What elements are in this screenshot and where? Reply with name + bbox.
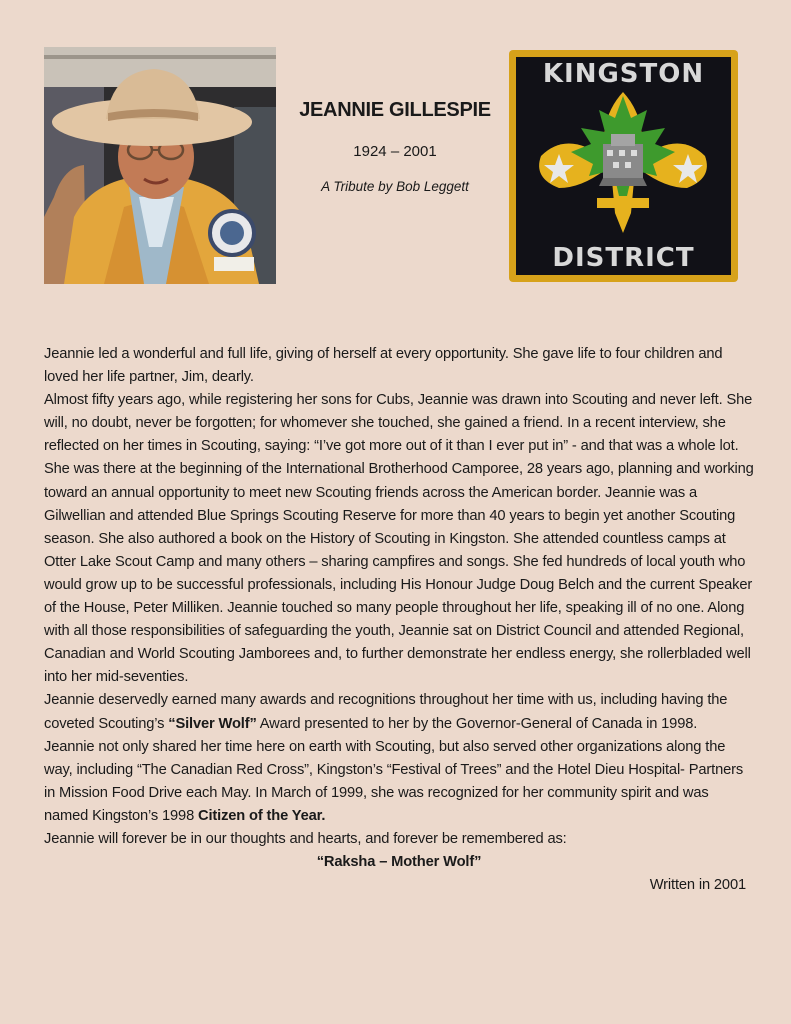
portrait-photo [44, 47, 276, 284]
silver-wolf-award: “Silver Wolf” [168, 715, 257, 732]
paragraph-5-text-a: Jeannie not only shared her time here on earth with Scouting, but also served other organizations along the way, including “The Canadian Red Cross”, Kingston’s “Festival of Trees” and the Hotel Dieu Hospital- Partners in Mission Food Drive each May. In March of 1999, she was recognized for her community spirit and was named Kingston’s 1998 [44, 738, 744, 824]
paragraph-6: Jeannie will forever be in our thoughts and hearts, and forever be remembered as: [44, 830, 567, 847]
tribute-body [44, 343, 754, 897]
paragraph-1: Jeannie led a wonderful and full life, giving of herself at every opportunity. She gave life to four children and loved her life partner, Jim, dearly. [44, 346, 723, 386]
tribute-byline: A Tribute by Bob Leggett [321, 179, 469, 194]
scout-badge-emblem [507, 48, 740, 284]
citizen-of-the-year: Citizen of the Year. [198, 807, 326, 824]
paragraph-4 [44, 689, 754, 735]
title-block [286, 96, 504, 197]
honoree-name: JEANNIE GILLESPIE [299, 99, 491, 121]
life-years: 1924 – 2001 [353, 143, 437, 160]
paragraph-5 [44, 736, 754, 828]
closing-quote: “Raksha – Mother Wolf” [316, 854, 482, 871]
paragraph-4-text-a: Jeannie deservedly earned many awards and recognitions throughout her time with us, including having the coveted Scouting’s [44, 692, 728, 732]
paragraph-4-text-b: Award presented to her by the Governor-General of Canada in 1998. [256, 715, 698, 732]
kingston-district-patch [507, 48, 740, 284]
portrait-illustration [44, 47, 276, 284]
written-date: Written in 2001 [649, 877, 746, 894]
paragraph-3: She was there at the beginning of the International Brotherhood Camporee, 28 years ago, planning and working toward an annual opportunity to meet new Scouting friends across the American border. Jeannie was a Gilwellian and attended Blue Springs Scouting Reserve for more than 40 years to begin yet another Scouting season. She also authored a book on the History of Scouting in Kingston. She attended countless camps at Otter Lake Scout Camp and many others – sharing campfires and songs. She fed hundreds of local youth who would grow up to be successful professionals, including His Honour Judge Doug Belch and the current Speaker of the House, Peter Milliken. Jeannie touched so many people throughout her life, speaking ill of no one. Along with all those responsibilities of safeguarding the youth, Jeannie sat on District Council and attended Regional, Canadian and World Scouting Jamborees and, to further demonstrate her endless energy, she rollerbladed well into her mid-seventies. [44, 461, 754, 686]
paragraph-2: Almost fifty years ago, while registering her sons for Cubs, Jeannie was drawn into Scouting and never left. She will, no doubt, never be forgotten; for whomever she touched, she gained a friend. In a recent interview, she reflected on her times in Scouting, saying: “I’ve got more out of it than I ever put in” - and that was a whole lot. [44, 392, 753, 455]
patch-top-text: KINGSTON [542, 59, 705, 89]
patch-bottom-text: DISTRICT [552, 243, 695, 273]
